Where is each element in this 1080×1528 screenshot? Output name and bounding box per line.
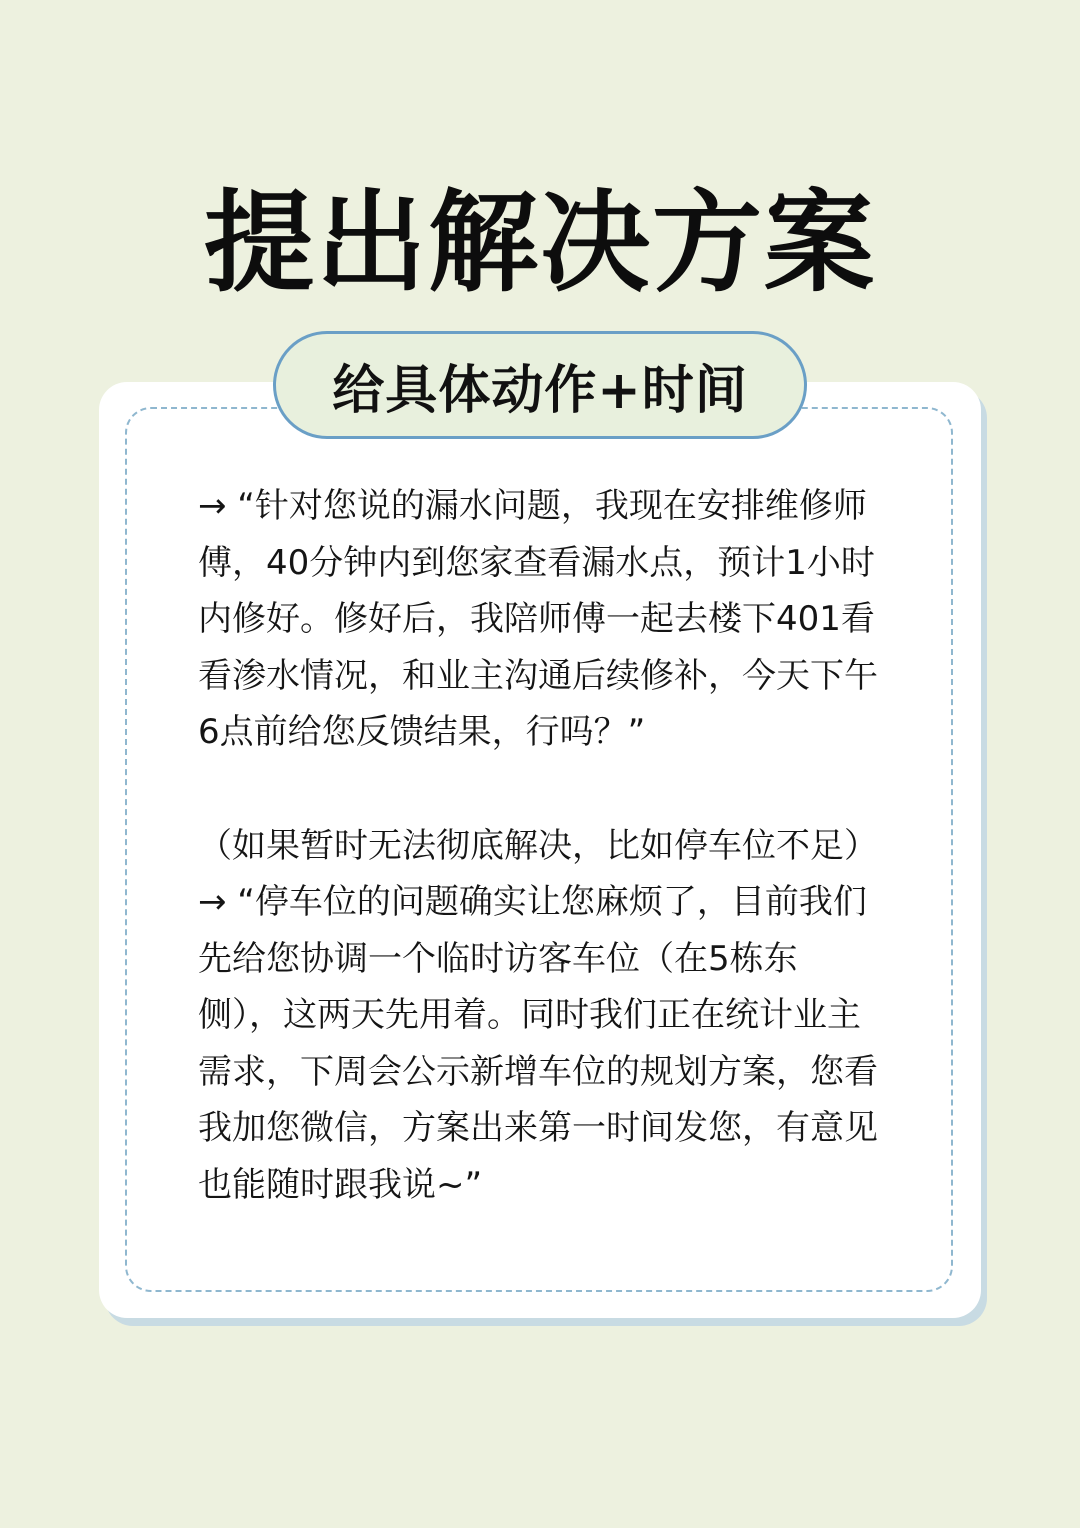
subtitle-badge: 给具体动作+时间 bbox=[273, 331, 807, 439]
card-body bbox=[198, 478, 928, 1213]
paragraph-leak-repair: → “针对您说的漏水问题，我现在安排维修师 傅，40分钟内到您家查看漏水点，预计1小时 内修好。修好后，我陪师傅一起去楼下401看 看渗水情况，和业主沟通后续修补，今天下午 6点前给您反馈结果，行吗？” bbox=[198, 486, 878, 752]
paragraph-parking: （如果暂时无法彻底解决，比如停车位不足） → “停车位的问题确实让您麻烦了，目前我们 先给您协调一个临时访客车位（在5栋东 侧），这两天先用着。同时我们正在统计业主 需求，下周会公示新增车位的规划方案，您看 我加您微信，方案出来第一时间发您，有意见 也能随时跟我说~” bbox=[198, 825, 878, 1205]
page-title: 提出解决方案 bbox=[204, 178, 876, 307]
paragraph-spacer bbox=[198, 761, 928, 818]
